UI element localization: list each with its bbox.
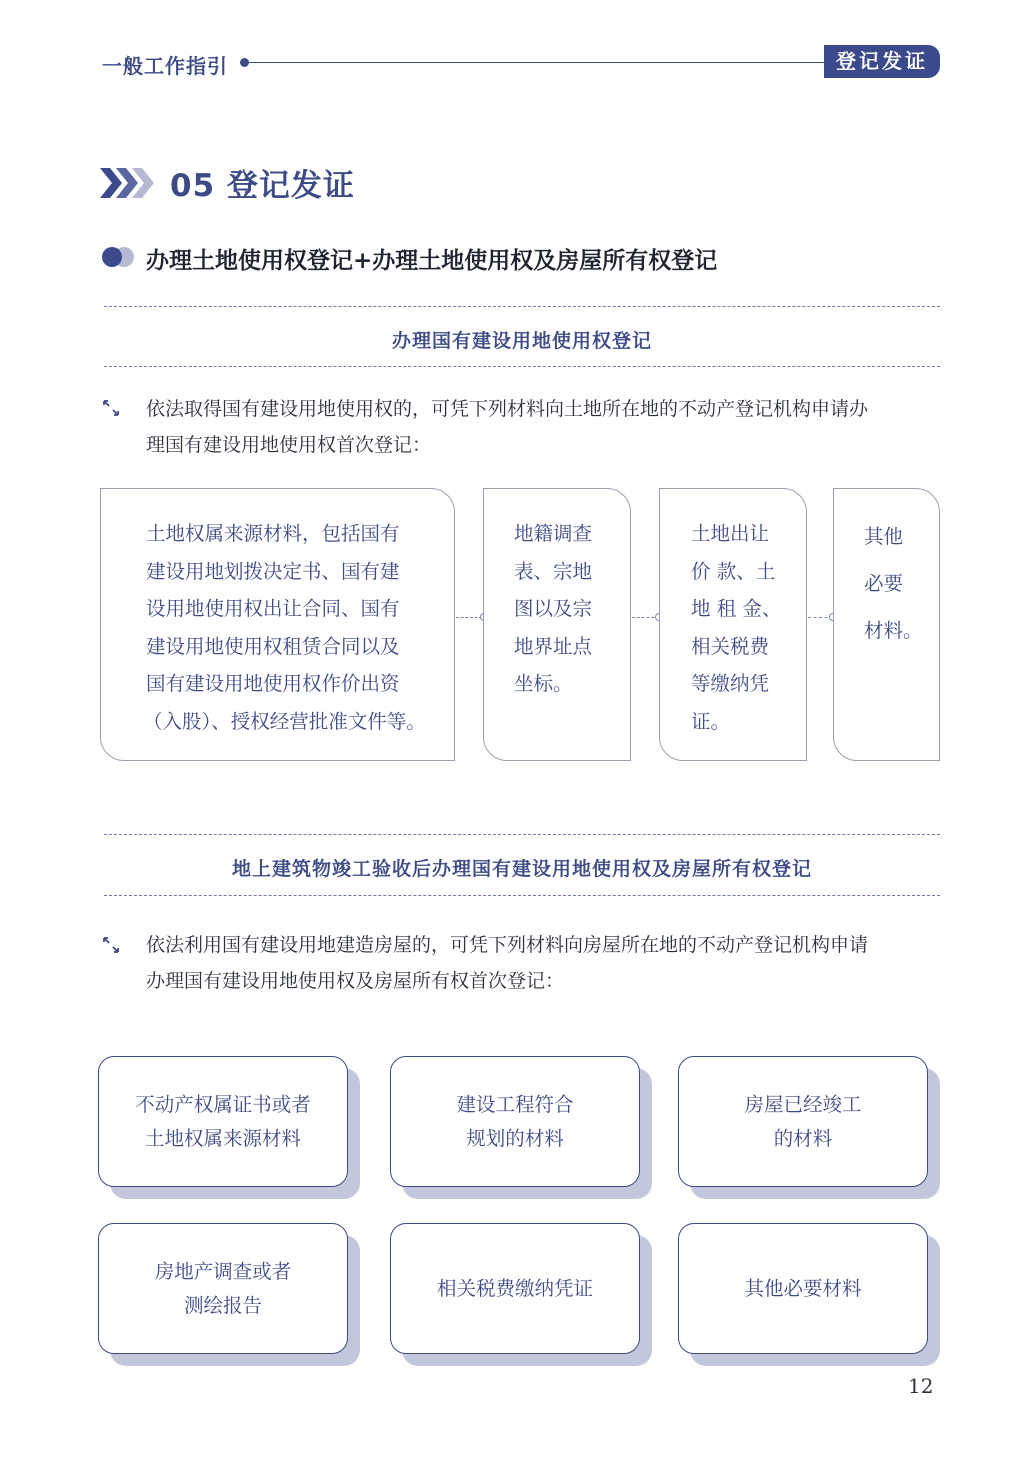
requirement-card	[390, 1056, 652, 1199]
box-line: 相关税费	[691, 634, 770, 658]
card-body	[390, 1056, 640, 1187]
requirement-card	[98, 1056, 360, 1199]
expand-arrow-icon	[101, 398, 121, 418]
card-line: 其他必要材料	[744, 1276, 862, 1300]
chevrons-icon	[100, 166, 160, 200]
card-body	[678, 1056, 928, 1187]
box-line: 价 款、土	[691, 559, 776, 583]
box-line: 建设用地划拨决定书、国有建	[146, 559, 400, 583]
card-line: 房地产调查或者	[154, 1259, 292, 1283]
page-number: 12	[908, 1374, 934, 1398]
card-text	[135, 1088, 311, 1156]
box-line: 土地出让	[691, 522, 770, 545]
material-box-text	[691, 515, 781, 740]
card-text	[456, 1088, 573, 1156]
card-body	[678, 1223, 928, 1354]
material-box-cadastral	[483, 488, 631, 761]
card-line: 测绘报告	[183, 1293, 262, 1317]
box-line: 地籍调查	[514, 522, 593, 545]
requirement-card	[678, 1223, 940, 1366]
card-text	[744, 1272, 861, 1306]
material-box-fees	[659, 488, 807, 761]
header-rule	[249, 62, 827, 63]
box-line: 地 租 金、	[691, 597, 782, 620]
box-line: 图以及宗	[514, 597, 593, 620]
requirement-card	[390, 1223, 652, 1366]
card-line: 规划的材料	[466, 1126, 564, 1150]
box-line: 等缴纳凭	[691, 672, 770, 695]
bullet-dots-icon	[100, 246, 136, 268]
box-line: 证。	[691, 709, 731, 733]
card-line: 建设工程符合	[456, 1092, 574, 1116]
part1-banner: 办理国有建设用地使用权登记	[391, 330, 652, 352]
header-dot	[240, 58, 249, 67]
box-line: 坐标。	[514, 672, 573, 695]
expand-arrow-icon	[101, 935, 121, 955]
box-line: 设用地使用权出让合同、国有	[146, 597, 400, 620]
requirement-card	[98, 1223, 360, 1366]
card-body	[98, 1056, 348, 1187]
card-text	[155, 1255, 292, 1323]
card-line: 不动产权属证书或者	[135, 1092, 311, 1116]
dashed-rule	[104, 895, 940, 896]
box-line: 表、宗地	[514, 559, 593, 583]
connector-line	[456, 617, 482, 618]
dashed-rule	[104, 306, 940, 307]
box-line: 其他	[864, 525, 904, 548]
part2-banner: 地上建筑物竣工验收后办理国有建设用地使用权及房屋所有权登记	[231, 858, 812, 880]
box-line: 地界址点	[514, 634, 593, 658]
card-line: 土地权属来源材料	[144, 1126, 301, 1150]
part1-paragraph	[146, 391, 946, 463]
material-box-text	[864, 513, 923, 654]
paragraph-line: 办理国有建设用地使用权及房屋所有权首次登记：	[146, 970, 565, 992]
running-header-title: 一般工作指引	[102, 54, 228, 78]
section-title: 05 登记发证	[170, 168, 355, 204]
paragraph-line: 依法利用国有建设用地建造房屋的，可凭下列材料向房屋所在地的不动产登记机构申请	[146, 934, 869, 956]
card-text	[437, 1272, 593, 1306]
box-line: （入股）、授权经营批准文件等。	[143, 709, 426, 733]
material-box-text	[514, 515, 592, 703]
dashed-rule	[104, 834, 940, 835]
requirement-card	[678, 1056, 940, 1199]
subsection-title: 办理土地使用权登记+办理土地使用权及房屋所有权登记	[146, 248, 718, 274]
box-line: 建设用地使用权租赁合同以及	[146, 634, 400, 658]
part2-paragraph	[146, 927, 946, 999]
paragraph-line: 理国有建设用地使用权首次登记：	[146, 434, 432, 456]
card-text	[744, 1088, 861, 1156]
material-box-land-source	[100, 488, 455, 761]
material-box-text	[143, 515, 426, 740]
box-line: 国有建设用地使用权作价出资	[146, 672, 400, 695]
card-line: 房屋已经竣工	[744, 1092, 862, 1116]
material-box-other	[833, 488, 940, 761]
dashed-rule	[104, 366, 940, 367]
card-body	[390, 1223, 640, 1354]
paragraph-line: 依法取得国有建设用地使用权的，可凭下列材料向土地所在地的不动产登记机构申请办	[146, 398, 869, 420]
box-line: 土地权属来源材料，包括国有	[146, 522, 400, 545]
box-line: 必要	[864, 572, 904, 595]
box-line: 材料。	[864, 619, 923, 642]
chapter-badge: 登记发证	[824, 45, 940, 78]
card-line: 相关税费缴纳凭证	[436, 1276, 593, 1300]
card-line: 的材料	[773, 1126, 833, 1150]
card-body	[98, 1223, 348, 1354]
